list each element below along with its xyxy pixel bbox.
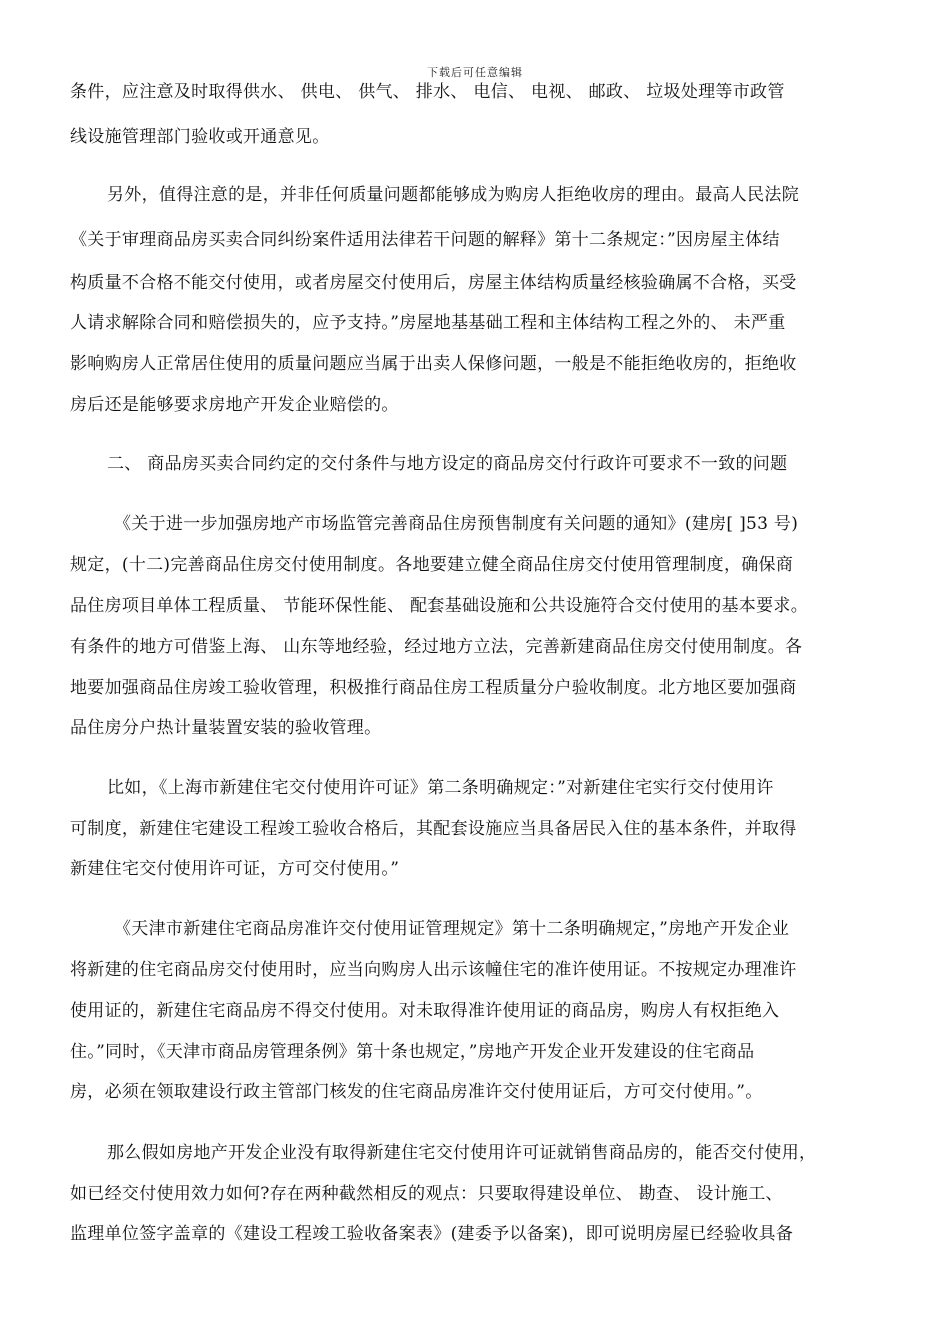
paragraph-line: 将新建的住宅商品房交付使用时，应当向购房人出示该幢住宅的准许使用证。不按规定办理准许 — [70, 960, 797, 980]
paragraph-line: 房后还是能够要求房地产开发企业赔偿的。 — [70, 395, 399, 415]
paragraph-line: 条件，应注意及时取得供水、 供电、 供气、 排水、 电信、 电视、 邮政、 垃圾处理等市政管 — [70, 82, 785, 102]
paragraph-line: 使用证的，新建住宅商品房不得交付使用。对未取得准许使用证的商品房，购房人有权拒绝入 — [70, 1001, 780, 1021]
paragraph-line: 地要加强商品住房竣工验收管理，积极推行商品住房工程质量分户验收制度。北方地区要加强商 — [70, 678, 797, 698]
paragraph-line: 《天津市新建住宅商品房准许交付使用证管理规定》第十二条明确规定，”房地产开发企业 — [114, 919, 790, 939]
paragraph-line: 规定，(十二)完善商品住房交付使用制度。各地要建立健全商品住房交付使用管理制度，确保商 — [70, 555, 794, 575]
paragraph-line: 构质量不合格不能交付使用，或者房屋交付使用后，房屋主体结构质量经核验确属不合格，买受 — [70, 273, 797, 293]
paragraph-line: 可制度，新建住宅建设工程竣工验收合格后，其配套设施应当具备居民入住的基本条件，并取得 — [70, 819, 797, 839]
paragraph-line: 另外，值得注意的是，并非任何质量问题都能够成为购房人拒绝收房的理由。最高人民法院 — [107, 185, 799, 205]
paragraph-line: 新建住宅交付使用许可证，方可交付使用。” — [70, 859, 400, 879]
paragraph-line: 品住房分户热计量装置安装的验收管理。 — [70, 718, 382, 738]
paragraph-line: 那么假如房地产开发企业没有取得新建住宅交付使用许可证就销售商品房的，能否交付使用， — [107, 1143, 817, 1163]
paragraph-line: 影响购房人正常居住使用的质量问题应当属于出卖人保修问题，一般是不能拒绝收房的，拒绝收 — [70, 354, 797, 374]
paragraph-line: 《关于进一步加强房地产市场监管完善商品住房预售制度有关问题的通知》(建房[ ]53 号) — [114, 514, 799, 534]
paragraph-line: 如已经交付使用效力如何?存在两种截然相反的观点：只要取得建设单位、 勘查、 设计施工、 — [70, 1184, 783, 1204]
paragraph-line: 品住房项目单体工程质量、 节能环保性能、 配套基础设施和公共设施符合交付使用的基本要求。 — [70, 596, 809, 616]
header-note: 下载后可任意编辑 — [427, 66, 523, 79]
paragraph-line: 比如，《上海市新建住宅交付使用许可证》第二条明确规定：”对新建住宅实行交付使用许 — [107, 778, 774, 798]
paragraph-line: 线设施管理部门验收或开通意见。 — [70, 127, 330, 147]
paragraph-line: 房，必须在领取建设行政主管部门核发的住宅商品房准许交付使用证后，方可交付使用。”。 — [70, 1082, 763, 1102]
paragraph-line: 住。”同时，《天津市商品房管理条例》第十条也规定，”房地产开发企业开发建设的住宅商品 — [70, 1042, 755, 1062]
paragraph-line: 人请求解除合同和赔偿损失的，应予支持。”房屋地基基础工程和主体结构工程之外的、 未严重 — [70, 313, 786, 333]
section-heading: 二、 商品房买卖合同约定的交付条件与地方设定的商品房交付行政许可要求不一致的问题 — [107, 454, 788, 474]
paragraph-line: 监理单位签字盖章的《建设工程竣工验收备案表》(建委予以备案)，即可说明房屋已经验收具备 — [70, 1224, 794, 1244]
paragraph-line: 有条件的地方可借鉴上海、 山东等地经验，经过地方立法，完善新建商品住房交付使用制度。各 — [70, 637, 803, 657]
paragraph-line: 《关于审理商品房买卖合同纠纷案件适用法律若干问题的解释》第十二条规定：”因房屋主体结 — [70, 230, 780, 250]
